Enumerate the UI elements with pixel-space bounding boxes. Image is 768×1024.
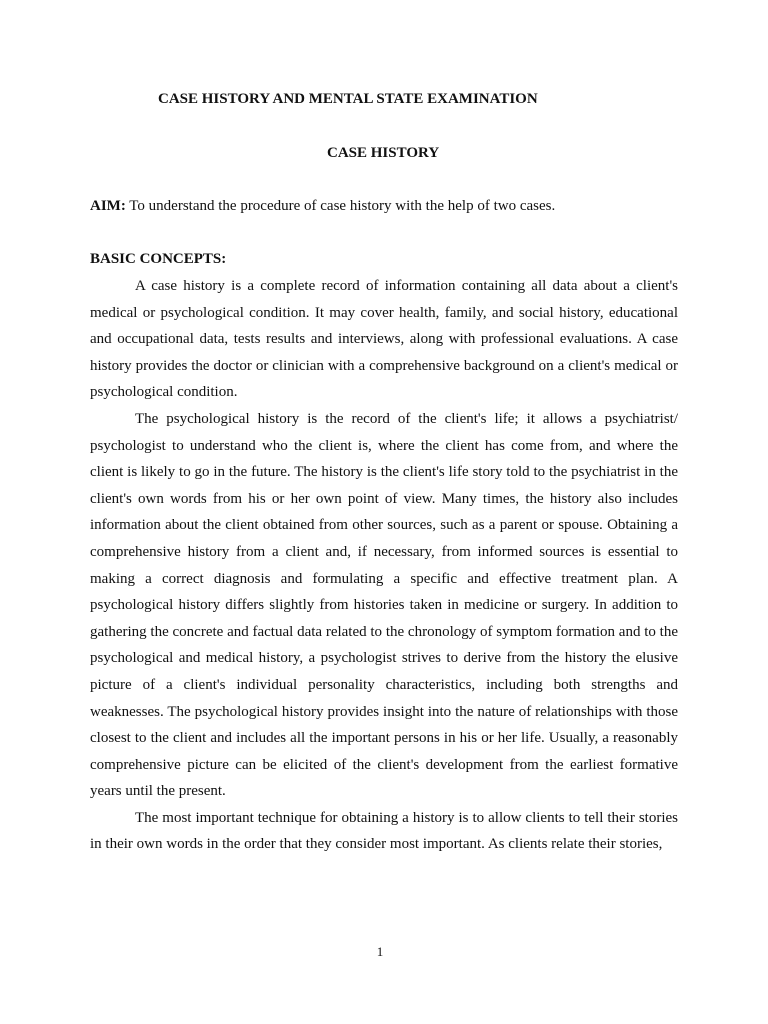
aim-statement (90, 196, 555, 216)
paragraph-1: A case history is a complete record of information containing all data about a client's medical or psychological condition. It may cover health, family, and social history, educational and occupational data, tests results and interviews, along with professional evaluations. A case history provides the doctor or clinician with a comprehensive background on a client's medical or psychological condition. (90, 278, 678, 401)
page-number: 1 (376, 944, 384, 959)
body-text (90, 273, 678, 858)
section-title: CASE HISTORY (327, 145, 440, 161)
aim-text: To understand the procedure of case history with the help of two cases. (125, 198, 556, 214)
basic-concepts-heading: BASIC CONCEPTS: (90, 251, 227, 267)
paragraph-3: The most important technique for obtaining a history is to allow clients to tell their stories in their own words in the order that they consider most important. As clients relate their stories, (90, 809, 678, 853)
document-title: CASE HISTORY AND MENTAL STATE EXAMINATION (158, 91, 538, 107)
aim-label: AIM: (90, 198, 126, 214)
paragraph-2: The psychological history is the record of the client's life; it allows a psychiatrist/ psychologist to understand who the client is, where the client has come from, and where the client is likely to go in the future. The history is the client's life story told to the psychiatrist in the client's own words from his or her own point of view. Many times, the history also includes information about the client obtained from other sources, such as a parent or spouse. Obtaining a comprehensive history from a client and, if necessary, from informed sources is essential to making a correct diagnosis and formulating a specific and effective treatment plan. A psychological history differs slightly from histories taken in medicine or surgery. In addition to gathering the concrete and factual data related to the chronology of symptom formation and to the psychological and medical history, a psychologist strives to derive from the history the elusive picture of a client's individual personality characteristics, including both strengths and weaknesses. The psychological history provides insight into the nature of relationships with those closest to the client and includes all the important persons in his or her life. Usually, a reasonably comprehensive picture can be elicited of the client's development from the earliest formative years until the present. (90, 410, 678, 800)
